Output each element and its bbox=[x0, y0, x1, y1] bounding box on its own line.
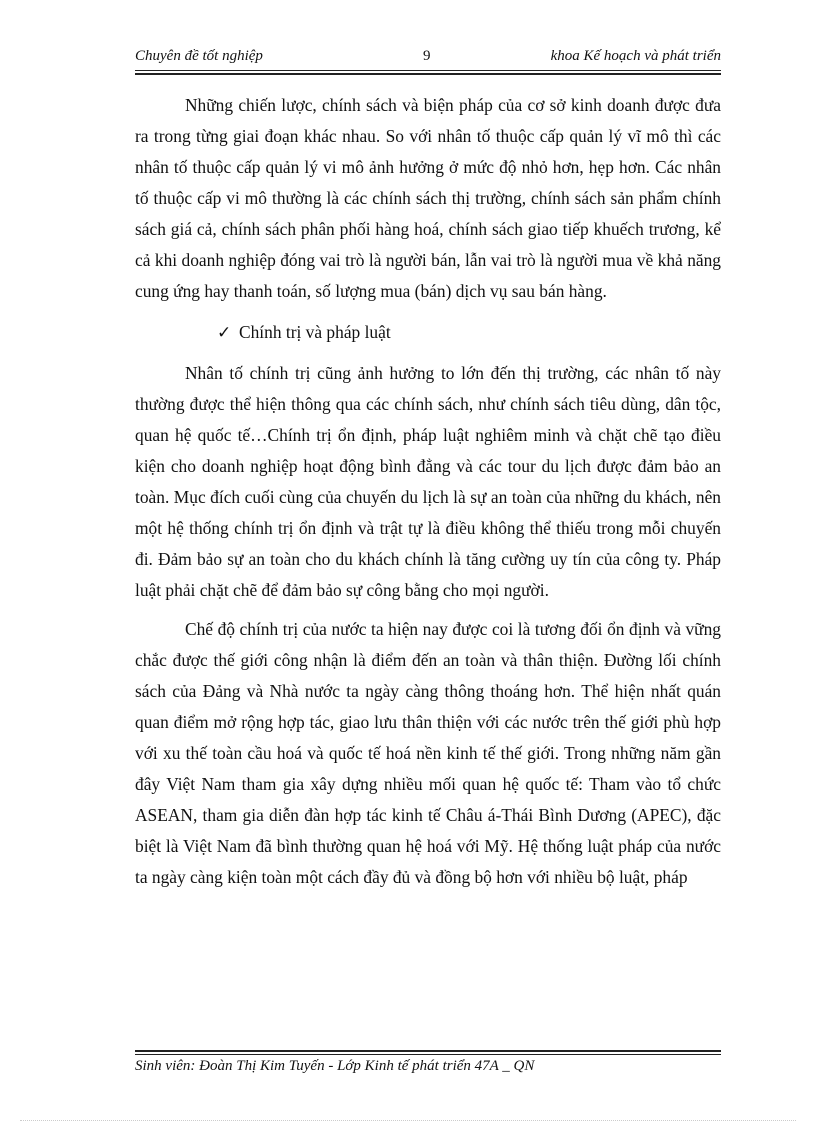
section-heading bbox=[135, 317, 721, 348]
page-footer: Sinh viên: Đoàn Thị Kim Tuyến - Lớp Kinh tế phát triển 47A _ QN bbox=[135, 1058, 535, 1074]
footer-rule bbox=[135, 1054, 721, 1055]
header-page-number: 9 bbox=[423, 48, 431, 64]
paragraph-politics-law: Nhân tố chính trị cũng ảnh hưởng to lớn đến thị trường, các nhân tố này thường được thể hiện thông qua các chính sách, như chính sách tiêu dùng, dân tộc, quan hệ quốc tế…Chính trị ổn định, pháp luật nghiêm minh và chặt chẽ tạo điều kiện cho doanh nghiệp hoạt động bình đẳng và các tour du lịch được đảm bảo an toàn. Mục đích cuối cùng của chuyến du lịch là sự an toàn của những du khách, nên một hệ thống chính trị ổn định và trật tự là điều không thể thiếu trong mỗi chuyến đi. Đảm bảo sự an toàn cho du khách chính là tăng cường uy tín của công ty. Pháp luật phải chặt chẽ để đảm bảo sự công bằng cho mọi người. bbox=[135, 363, 721, 600]
footer-rule-thick bbox=[135, 1050, 721, 1052]
header-rule-thick bbox=[135, 73, 721, 75]
body-text bbox=[135, 90, 721, 893]
page-header bbox=[135, 48, 721, 70]
header-document-title: Chuyên đề tốt nghiệp bbox=[135, 48, 263, 64]
header-rule bbox=[135, 70, 721, 71]
checkmark-icon: ✓ bbox=[217, 323, 232, 342]
paragraph-political-regime: Chế độ chính trị của nước ta hiện nay được coi là tương đối ổn định và vững chắc được thế giới công nhận là điểm đến an toàn và thân thiện. Đường lối chính sách của Đảng và Nhà nước ta ngày càng thông thoáng hơn. Thể hiện nhất quán quan điểm mở rộng hợp tác, giao lưu thân thiện với các nước trên thế giới phù hợp với xu thế toàn cầu hoá và quốc tế hoá nền kinh tế thế giới. Trong những năm gần đây Việt Nam tham gia xây dựng nhiều mối quan hệ quốc tế: Tham vào tổ chức ASEAN, tham gia diễn đàn hợp tác kinh tế Châu á-Thái Bình Dương (APEC), đặc biệt là Việt Nam đã bình thường quan hệ hoá với Mỹ. Hệ thống luật pháp của nước ta ngày càng kiện toàn một cách đầy đủ và đồng bộ hơn với nhiều bộ luật, pháp bbox=[135, 619, 721, 887]
section-heading-label: Chính trị và pháp luật bbox=[239, 322, 391, 342]
header-faculty: khoa Kế hoạch và phát triển bbox=[550, 48, 721, 64]
paragraph-business-policies: Những chiến lược, chính sách và biện pháp của cơ sở kinh doanh được đưa ra trong từng giai đoạn khác nhau. So với nhân tố thuộc cấp quản lý vĩ mô thì các nhân tố thuộc cấp quản lý vi mô ảnh hưởng ở mức độ nhỏ hơn, hẹp hơn. Các nhân tố thuộc cấp vi mô thường là các chính sách thị trường, chính sách sản phẩm chính sách giá cả, chính sách phân phối hàng hoá, chính sách giao tiếp khuếch trương, kể cả khi doanh nghiệp đóng vai trò là người bán, lẫn vai trò là người mua về khả năng cung ứng hay thanh toán, số lượng mua (bán) dịch vụ sau bán hàng. bbox=[135, 95, 721, 301]
page-bottom-dotted-line bbox=[20, 1120, 796, 1121]
